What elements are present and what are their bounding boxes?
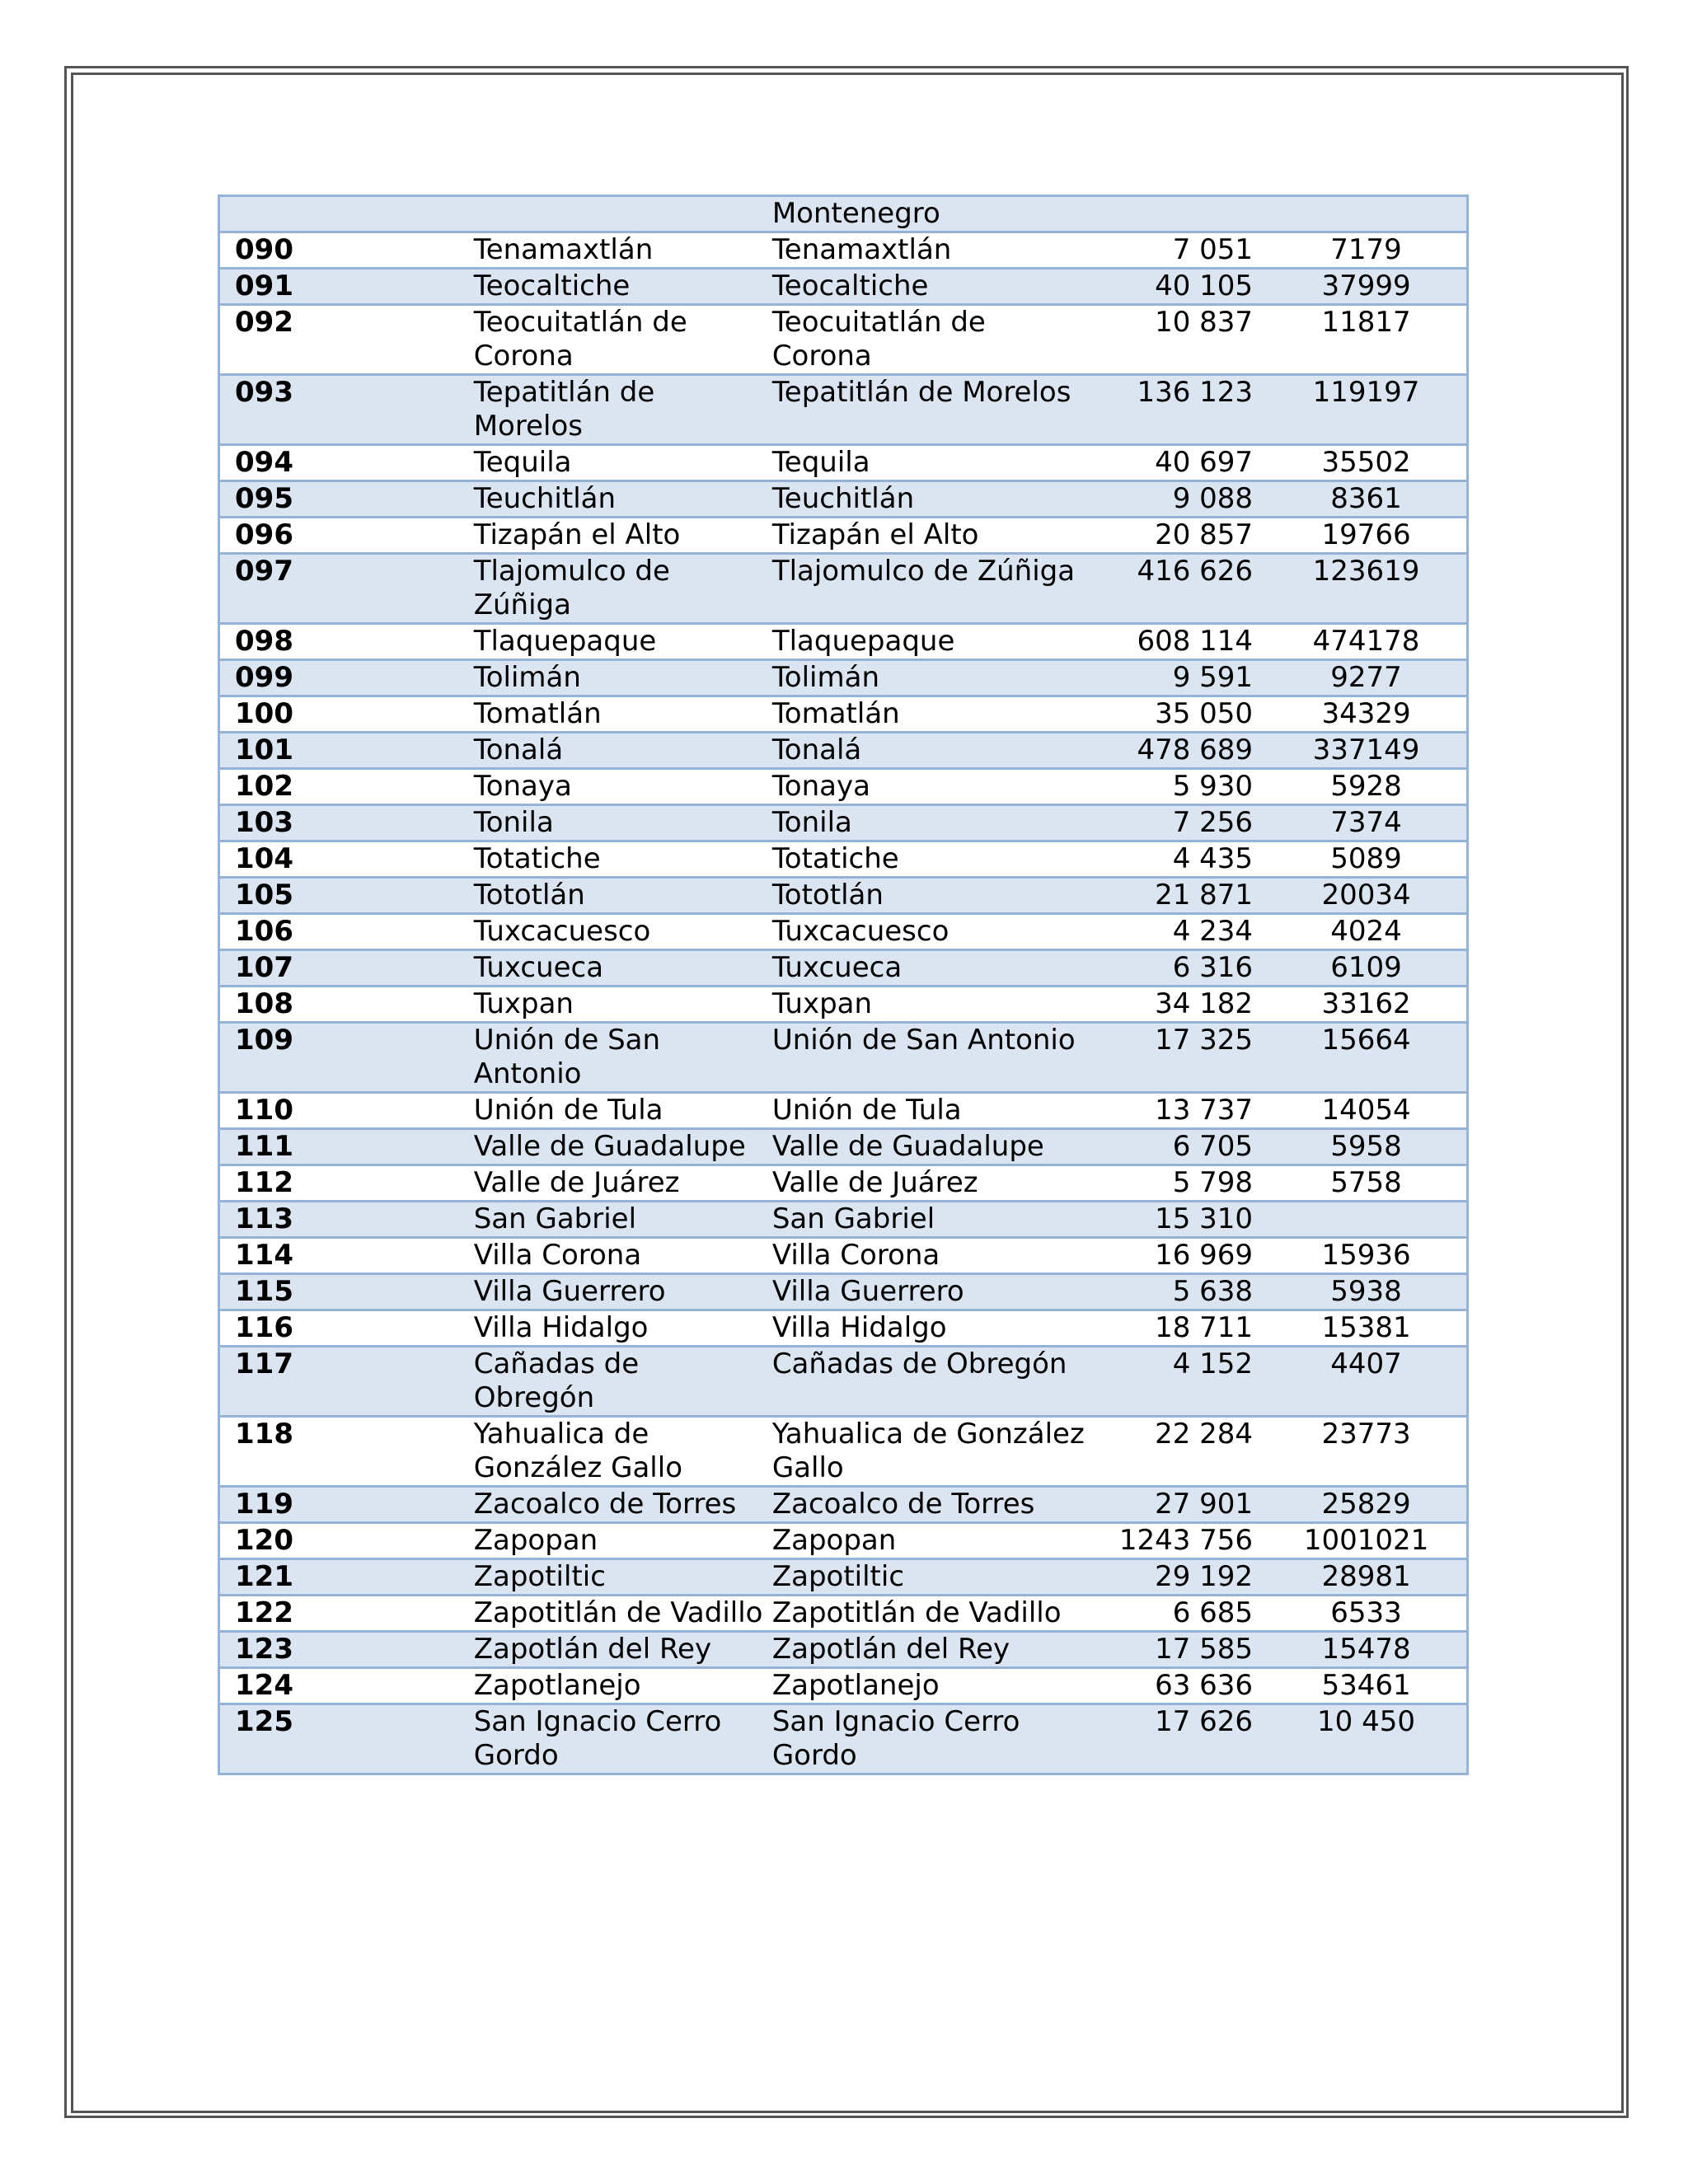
municipality-name: San Gabriel [467, 1202, 766, 1238]
municipality-name: Valle de Guadalupe [467, 1129, 766, 1165]
table-row [219, 1487, 1468, 1523]
population-1: 29 192 [1090, 1559, 1258, 1596]
population-1: 40 105 [1090, 269, 1258, 305]
population-1: 9 088 [1090, 481, 1258, 518]
seat-name: Valle de Juárez [766, 1165, 1090, 1202]
municipality-code: 091 [219, 269, 467, 305]
seat-name: Tototlán [766, 878, 1090, 914]
population-1: 478 689 [1090, 733, 1258, 769]
population-1: 34 182 [1090, 987, 1258, 1023]
municipality-name: Valle de Juárez [467, 1165, 766, 1202]
table-row [219, 1238, 1468, 1274]
seat-name: Zacoalco de Torres [766, 1487, 1090, 1523]
municipality-name: Tototlán [467, 878, 766, 914]
municipality-name: Tonaya [467, 769, 766, 805]
municipality-code: 118 [219, 1417, 467, 1487]
municipality-code: 125 [219, 1704, 467, 1774]
municipality-code: 106 [219, 914, 467, 950]
municipality-name: Unión de San Antonio [467, 1023, 766, 1093]
population-1: 1243 756 [1090, 1523, 1258, 1559]
population-1: 5 930 [1090, 769, 1258, 805]
population-2: 53461 [1258, 1668, 1467, 1704]
table-row [219, 1310, 1468, 1347]
table-row [219, 987, 1468, 1023]
table-row [219, 1596, 1468, 1632]
population-1: 20 857 [1090, 518, 1258, 554]
municipality-name: Tonila [467, 805, 766, 841]
municipality-code: 124 [219, 1668, 467, 1704]
municipality-name: Zapotlanejo [467, 1668, 766, 1704]
population-2: 10 450 [1258, 1704, 1467, 1774]
population-2: 7179 [1258, 232, 1467, 269]
municipality-code: 114 [219, 1238, 467, 1274]
table-row [219, 1165, 1468, 1202]
municipality-code: 090 [219, 232, 467, 269]
table-row [219, 950, 1468, 987]
municipality-code: 120 [219, 1523, 467, 1559]
table-row [219, 196, 1468, 232]
municipality-name: Zacoalco de Torres [467, 1487, 766, 1523]
municipality-name: Tizapán el Alto [467, 518, 766, 554]
table-row [219, 624, 1468, 660]
table-row [219, 375, 1468, 445]
table-row [219, 1704, 1468, 1774]
municipality-name: Tenamaxtlán [467, 232, 766, 269]
municipality-code: 099 [219, 660, 467, 696]
municipality-code: 110 [219, 1093, 467, 1129]
population-2: 33162 [1258, 987, 1467, 1023]
seat-name: San Gabriel [766, 1202, 1090, 1238]
municipality-code: 123 [219, 1632, 467, 1668]
municipality-name: Villa Guerrero [467, 1274, 766, 1310]
municipality-name: Zapotlán del Rey [467, 1632, 766, 1668]
population-1: 4 435 [1090, 841, 1258, 878]
seat-name: Tomatlán [766, 696, 1090, 733]
population-2: 5958 [1258, 1129, 1467, 1165]
municipality-name: Tolimán [467, 660, 766, 696]
municipality-code: 108 [219, 987, 467, 1023]
seat-name: Totatiche [766, 841, 1090, 878]
municipalities-table [218, 194, 1469, 1775]
seat-name: Villa Guerrero [766, 1274, 1090, 1310]
municipality-name: Totatiche [467, 841, 766, 878]
table-row [219, 305, 1468, 375]
table-row [219, 1632, 1468, 1668]
population-1: 4 152 [1090, 1347, 1258, 1417]
population-2: 37999 [1258, 269, 1467, 305]
municipality-code: 102 [219, 769, 467, 805]
seat-name: Villa Corona [766, 1238, 1090, 1274]
population-1: 63 636 [1090, 1668, 1258, 1704]
population-1: 18 711 [1090, 1310, 1258, 1347]
population-1: 16 969 [1090, 1238, 1258, 1274]
municipality-code: 116 [219, 1310, 467, 1347]
population-1: 136 123 [1090, 375, 1258, 445]
table-row [219, 805, 1468, 841]
population-1: 40 697 [1090, 445, 1258, 481]
table-row [219, 1093, 1468, 1129]
population-1: 6 705 [1090, 1129, 1258, 1165]
municipality-name: Zapopan [467, 1523, 766, 1559]
municipality-code: 103 [219, 805, 467, 841]
seat-name: Tonaya [766, 769, 1090, 805]
population-1: 416 626 [1090, 554, 1258, 624]
seat-name: Tequila [766, 445, 1090, 481]
population-2: 9277 [1258, 660, 1467, 696]
seat-name: Unión de Tula [766, 1093, 1090, 1129]
population-1: 17 626 [1090, 1704, 1258, 1774]
population-1: 22 284 [1090, 1417, 1258, 1487]
population-2: 20034 [1258, 878, 1467, 914]
municipality-code: 097 [219, 554, 467, 624]
municipality-name: Tuxcueca [467, 950, 766, 987]
seat-name: San Ignacio Cerro Gordo [766, 1704, 1090, 1774]
municipality-name: San Ignacio Cerro Gordo [467, 1704, 766, 1774]
population-2: 123619 [1258, 554, 1467, 624]
municipality-name: Tepatitlán de Morelos [467, 375, 766, 445]
population-1: 5 798 [1090, 1165, 1258, 1202]
municipality-code: 095 [219, 481, 467, 518]
seat-name: Teocuitatlán de Corona [766, 305, 1090, 375]
table-row [219, 769, 1468, 805]
population-2: 15478 [1258, 1632, 1467, 1668]
municipality-name: Tlaquepaque [467, 624, 766, 660]
municipality-name: Teocuitatlán de Corona [467, 305, 766, 375]
table-row [219, 733, 1468, 769]
municipality-name: Yahualica de González Gallo [467, 1417, 766, 1487]
municipality-code: 100 [219, 696, 467, 733]
population-1: 17 325 [1090, 1023, 1258, 1093]
seat-name: Teuchitlán [766, 481, 1090, 518]
municipality-code: 093 [219, 375, 467, 445]
seat-name: Montenegro [766, 196, 1090, 232]
table-row [219, 1559, 1468, 1596]
seat-name: Zapotlán del Rey [766, 1632, 1090, 1668]
population-2: 14054 [1258, 1093, 1467, 1129]
population-2: 15664 [1258, 1023, 1467, 1093]
seat-name: Teocaltiche [766, 269, 1090, 305]
table-row [219, 232, 1468, 269]
municipality-code: 122 [219, 1596, 467, 1632]
seat-name: Zapotitlán de Vadillo [766, 1596, 1090, 1632]
municipality-name: Villa Corona [467, 1238, 766, 1274]
population-1: 21 871 [1090, 878, 1258, 914]
table-row [219, 1347, 1468, 1417]
seat-name: Tlaquepaque [766, 624, 1090, 660]
seat-name: Tuxpan [766, 987, 1090, 1023]
municipality-code: 094 [219, 445, 467, 481]
population-2: 4407 [1258, 1347, 1467, 1417]
table-row [219, 1274, 1468, 1310]
table-row [219, 1523, 1468, 1559]
table-row [219, 878, 1468, 914]
population-2: 34329 [1258, 696, 1467, 733]
municipality-name: Cañadas de Obregón [467, 1347, 766, 1417]
population-1: 17 585 [1090, 1632, 1258, 1668]
municipality-code: 092 [219, 305, 467, 375]
population-2: 8361 [1258, 481, 1467, 518]
population-2: 6533 [1258, 1596, 1467, 1632]
seat-name: Tuxcacuesco [766, 914, 1090, 950]
population-1: 13 737 [1090, 1093, 1258, 1129]
population-2: 5938 [1258, 1274, 1467, 1310]
table-row [219, 1129, 1468, 1165]
table-row [219, 841, 1468, 878]
municipality-code: 112 [219, 1165, 467, 1202]
table-row [219, 269, 1468, 305]
municipality-code: 098 [219, 624, 467, 660]
population-1: 15 310 [1090, 1202, 1258, 1238]
population-1 [1090, 196, 1258, 232]
population-2 [1258, 1202, 1467, 1238]
table-row [219, 1202, 1468, 1238]
municipality-code: 096 [219, 518, 467, 554]
population-1: 9 591 [1090, 660, 1258, 696]
municipality-code: 105 [219, 878, 467, 914]
municipality-code: 104 [219, 841, 467, 878]
seat-name: Tizapán el Alto [766, 518, 1090, 554]
seat-name: Tuxcueca [766, 950, 1090, 987]
seat-name: Villa Hidalgo [766, 1310, 1090, 1347]
population-2: 337149 [1258, 733, 1467, 769]
population-2: 35502 [1258, 445, 1467, 481]
population-2: 5758 [1258, 1165, 1467, 1202]
seat-name: Zapotlanejo [766, 1668, 1090, 1704]
seat-name: Tepatitlán de Morelos [766, 375, 1090, 445]
population-2: 25829 [1258, 1487, 1467, 1523]
population-2: 28981 [1258, 1559, 1467, 1596]
seat-name: Unión de San Antonio [766, 1023, 1090, 1093]
table-row [219, 481, 1468, 518]
table-row [219, 554, 1468, 624]
municipality-code: 101 [219, 733, 467, 769]
seat-name: Valle de Guadalupe [766, 1129, 1090, 1165]
population-1: 5 638 [1090, 1274, 1258, 1310]
municipality-code: 121 [219, 1559, 467, 1596]
seat-name: Tenamaxtlán [766, 232, 1090, 269]
table-row [219, 1417, 1468, 1487]
population-1: 10 837 [1090, 305, 1258, 375]
table-row [219, 445, 1468, 481]
population-2: 119197 [1258, 375, 1467, 445]
population-2: 5089 [1258, 841, 1467, 878]
seat-name: Zapopan [766, 1523, 1090, 1559]
seat-name: Tonila [766, 805, 1090, 841]
population-2: 11817 [1258, 305, 1467, 375]
population-2: 1001021 [1258, 1523, 1467, 1559]
seat-name: Tlajomulco de Zúñiga [766, 554, 1090, 624]
population-1: 6 685 [1090, 1596, 1258, 1632]
municipality-code: 119 [219, 1487, 467, 1523]
population-1: 27 901 [1090, 1487, 1258, 1523]
municipality-name: Zapotitlán de Vadillo [467, 1596, 766, 1632]
table-row [219, 518, 1468, 554]
table-row [219, 914, 1468, 950]
table-row [219, 660, 1468, 696]
population-1: 35 050 [1090, 696, 1258, 733]
seat-name: Zapotiltic [766, 1559, 1090, 1596]
municipality-code: 117 [219, 1347, 467, 1417]
table-body [219, 196, 1468, 1774]
municipality-code: 113 [219, 1202, 467, 1238]
table-row [219, 1668, 1468, 1704]
population-2: 19766 [1258, 518, 1467, 554]
population-2: 23773 [1258, 1417, 1467, 1487]
municipality-name: Tuxcacuesco [467, 914, 766, 950]
municipality-name: Teuchitlán [467, 481, 766, 518]
population-1: 4 234 [1090, 914, 1258, 950]
population-2: 6109 [1258, 950, 1467, 987]
seat-name: Tonalá [766, 733, 1090, 769]
population-2: 15381 [1258, 1310, 1467, 1347]
population-1: 7 051 [1090, 232, 1258, 269]
municipality-name: Tequila [467, 445, 766, 481]
population-2: 7374 [1258, 805, 1467, 841]
municipality-name: Unión de Tula [467, 1093, 766, 1129]
municipality-name: Teocaltiche [467, 269, 766, 305]
population-2: 4024 [1258, 914, 1467, 950]
municipality-name: Villa Hidalgo [467, 1310, 766, 1347]
population-2: 474178 [1258, 624, 1467, 660]
municipality-code: 111 [219, 1129, 467, 1165]
table-row [219, 1023, 1468, 1093]
municipality-name: Zapotiltic [467, 1559, 766, 1596]
population-1: 7 256 [1090, 805, 1258, 841]
population-1: 6 316 [1090, 950, 1258, 987]
municipality-code: 107 [219, 950, 467, 987]
seat-name: Yahualica de González Gallo [766, 1417, 1090, 1487]
population-2 [1258, 196, 1467, 232]
population-2: 5928 [1258, 769, 1467, 805]
municipality-name: Tonalá [467, 733, 766, 769]
municipality-name: Tomatlán [467, 696, 766, 733]
population-1: 608 114 [1090, 624, 1258, 660]
municipality-name: Tuxpan [467, 987, 766, 1023]
seat-name: Tolimán [766, 660, 1090, 696]
municipality-name [467, 196, 766, 232]
municipality-code: 115 [219, 1274, 467, 1310]
municipality-name: Tlajomulco de Zúñiga [467, 554, 766, 624]
municipality-code: 109 [219, 1023, 467, 1093]
population-2: 15936 [1258, 1238, 1467, 1274]
municipality-code [219, 196, 467, 232]
table-row [219, 696, 1468, 733]
seat-name: Cañadas de Obregón [766, 1347, 1090, 1417]
